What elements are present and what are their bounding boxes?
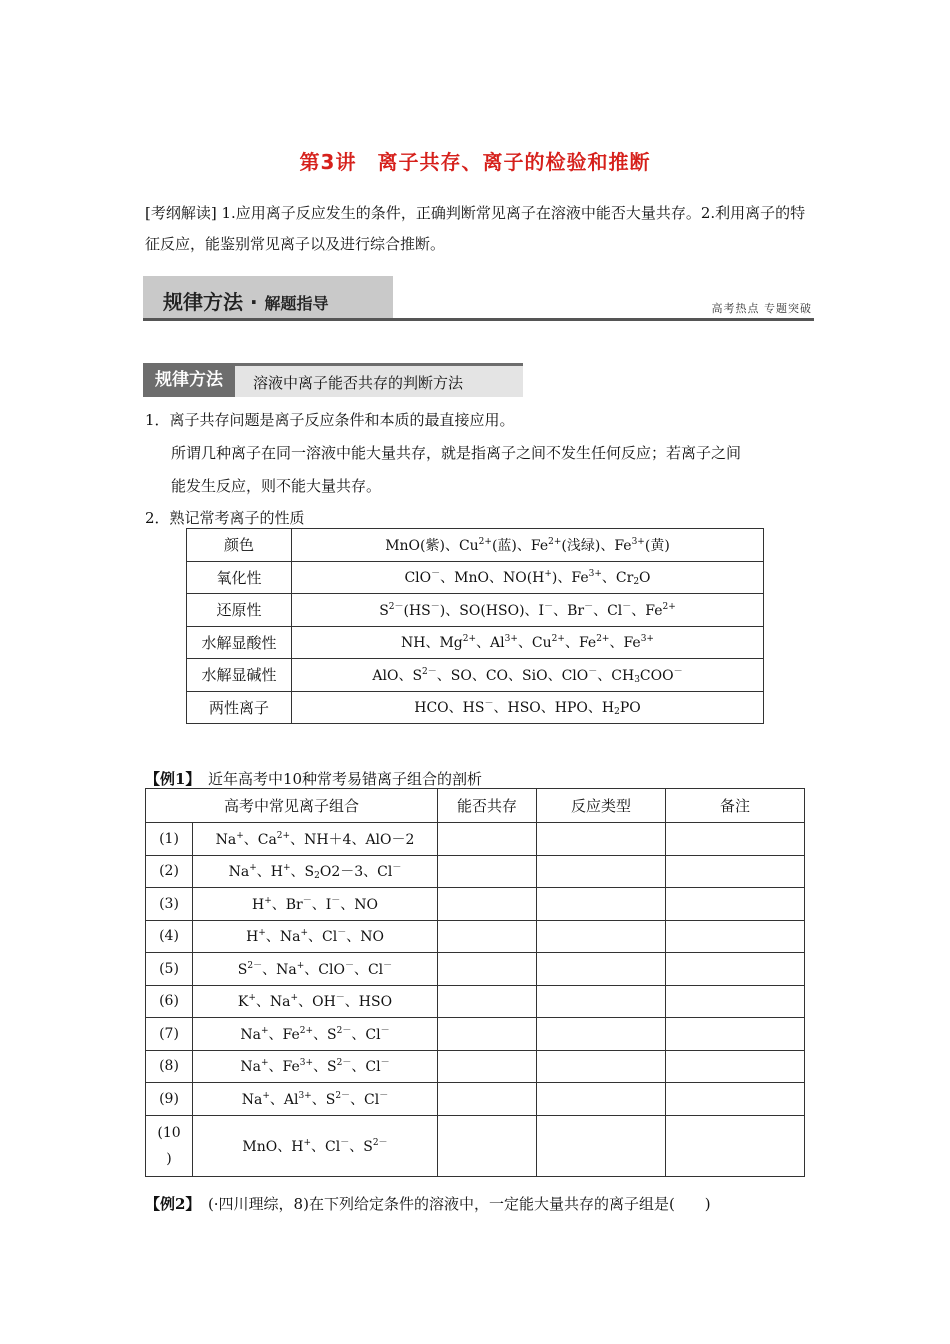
table-row [187, 659, 764, 692]
remark-cell[interactable] [666, 888, 805, 921]
reaction-type-cell[interactable] [537, 985, 666, 1018]
table-row [146, 985, 805, 1018]
syllabus-paragraph [145, 198, 810, 260]
coexist-cell[interactable] [438, 855, 537, 888]
subheading-tag: 规律方法 [143, 363, 235, 397]
banner-sub: 解题指导 [264, 294, 329, 313]
property-value: HCO、HS－、HSO、HPO、$H_2PO$ [292, 691, 764, 724]
banner-right-text: 高考热点 专题突破 [711, 302, 812, 315]
table-row [146, 823, 805, 856]
coexist-cell[interactable] [438, 920, 537, 953]
ion-combination: Na+、$Al^{3+}$、$S^{2-}$、Cl－ [193, 1083, 438, 1116]
reaction-type-cell[interactable] [537, 1050, 666, 1083]
section-banner [143, 276, 814, 320]
coexist-cell[interactable] [438, 1018, 537, 1051]
example-1-text: 近年高考中10种常考易错离子组合的剖析 [192, 770, 483, 788]
table-row [187, 626, 764, 659]
syllabus-tag: [考纲解读] [145, 204, 217, 222]
remark-cell[interactable] [666, 953, 805, 986]
reaction-type-cell[interactable] [537, 1018, 666, 1051]
reaction-type-cell[interactable] [537, 855, 666, 888]
ion-combination: Na+、$Ca^{2+}$、NH＋4、AlO－2 [193, 823, 438, 856]
coexist-cell[interactable] [438, 1083, 537, 1116]
table-header-row [146, 789, 805, 823]
point-1: 1．离子共存问题是离子反应条件和本质的最直接应用。 [145, 411, 515, 429]
table-row [187, 594, 764, 627]
point-1-detail-a: 所谓几种离子在同一溶液中能大量共存，就是指离子之间不发生任何反应；若离子之间 [171, 444, 742, 462]
banner-main: 规律方法 [163, 290, 243, 314]
row-number: (9) [146, 1083, 193, 1116]
reaction-type-cell[interactable] [537, 1115, 666, 1176]
reaction-type-cell[interactable] [537, 1083, 666, 1116]
ion-combination: MnO、H+、Cl－、$S^{2-}$ [193, 1115, 438, 1176]
table-row [146, 1018, 805, 1051]
ion-combination-table [145, 788, 805, 1177]
column-header: 备注 [666, 789, 805, 823]
coexist-cell[interactable] [438, 953, 537, 986]
column-header: 反应类型 [537, 789, 666, 823]
point-2: 2．熟记常考离子的性质 [145, 509, 305, 527]
remark-cell[interactable] [666, 920, 805, 953]
banner-title [163, 286, 329, 315]
table-row [146, 1115, 805, 1176]
property-key: 氧化性 [187, 561, 292, 594]
table-row [146, 855, 805, 888]
property-value: ClO－、MnO、NO(H+)、$Fe^{3+}$、$Cr_2O$ [292, 561, 764, 594]
syllabus-text: 1.应用离子反应发生的条件，正确判断常见离子在溶液中能否大量共存。2.利用离子的特征反应，能鉴别常见离子以及进行综合推断。 [145, 204, 806, 253]
remark-cell[interactable] [666, 985, 805, 1018]
coexist-cell[interactable] [438, 1050, 537, 1083]
ion-properties-table [186, 528, 764, 724]
coexist-cell[interactable] [438, 1115, 537, 1176]
property-key: 两性离子 [187, 691, 292, 724]
banner-dot: · [249, 290, 258, 314]
reaction-type-cell[interactable] [537, 920, 666, 953]
reaction-type-cell[interactable] [537, 888, 666, 921]
example-1-label: 【例1】 [145, 770, 193, 788]
page-title: 第3讲 离子共存、离子的检验和推断 [299, 150, 651, 174]
subheading-label: 溶液中离子能否共存的判断方法 [253, 374, 464, 392]
property-value: MnO(紫)、$Cu^{2+}$(蓝)、$Fe^{2+}$(浅绿)、$Fe^{3+}$(黄) [292, 529, 764, 562]
table-row [146, 920, 805, 953]
column-header: 能否共存 [438, 789, 537, 823]
remark-cell[interactable] [666, 1050, 805, 1083]
property-key: 水解显碱性 [187, 659, 292, 692]
row-number: (7) [146, 1018, 193, 1051]
ion-combination: H+、Br－、I－、NO [193, 888, 438, 921]
example-2-label: 【例2】 [145, 1195, 193, 1213]
ion-combination: Na+、$Fe^{3+}$、$S^{2-}$、Cl－ [193, 1050, 438, 1083]
ion-combination: Na+、$Fe^{2+}$、$S^{2-}$、Cl－ [193, 1018, 438, 1051]
property-key: 还原性 [187, 594, 292, 627]
property-key: 水解显酸性 [187, 626, 292, 659]
table-row [146, 1050, 805, 1083]
coexist-cell[interactable] [438, 985, 537, 1018]
table-row [187, 691, 764, 724]
table-row [146, 1083, 805, 1116]
column-header: 高考中常见离子组合 [146, 789, 438, 823]
remark-cell[interactable] [666, 855, 805, 888]
ion-combination: $S^{2-}$、Na+、ClO－、Cl－ [193, 953, 438, 986]
banner-underline [143, 318, 814, 321]
table-row [187, 561, 764, 594]
ion-combination: H+、Na+、Cl－、NO [193, 920, 438, 953]
table-row [146, 953, 805, 986]
remark-cell[interactable] [666, 1083, 805, 1116]
remark-cell[interactable] [666, 1018, 805, 1051]
row-number: (8) [146, 1050, 193, 1083]
table-row [146, 888, 805, 921]
property-value: AlO、$S^{2-}$、SO、CO、SiO、ClO－、$CH_3COO^-$ [292, 659, 764, 692]
point-1-detail-b: 能发生反应，则不能大量共存。 [171, 477, 382, 495]
coexist-cell[interactable] [438, 888, 537, 921]
reaction-type-cell[interactable] [537, 823, 666, 856]
ion-combination: Na+、H+、$S_2O2-3$、Cl－ [193, 855, 438, 888]
subheading [143, 363, 523, 397]
row-number: (2) [146, 855, 193, 888]
ion-combination: K+、Na+、OH－、HSO [193, 985, 438, 1018]
coexist-cell[interactable] [438, 823, 537, 856]
row-number: (5) [146, 953, 193, 986]
row-number: (6) [146, 985, 193, 1018]
table-row [187, 529, 764, 562]
property-key: 颜色 [187, 529, 292, 562]
example-1-heading [145, 768, 482, 789]
row-number: (1) [146, 823, 193, 856]
row-number: (3) [146, 888, 193, 921]
reaction-type-cell[interactable] [537, 953, 666, 986]
property-value: NH、$Mg^{2+}$、$Al^{3+}$、$Cu^{2+}$、$Fe^{2+}$、$Fe^{3+}$ [292, 626, 764, 659]
example-2-text: (·四川理综，8)在下列给定条件的溶液中，一定能大量共存的离子组是( ) [192, 1195, 711, 1213]
example-2-heading [145, 1193, 711, 1214]
remark-cell[interactable] [666, 1115, 805, 1176]
remark-cell[interactable] [666, 823, 805, 856]
row-number: (4) [146, 920, 193, 953]
property-value: $S^{2-}(HS^-)$、SO(HSO)、I－、Br－、Cl－、$Fe^{2+}$ [292, 594, 764, 627]
row-number: (10 ) [146, 1115, 193, 1176]
